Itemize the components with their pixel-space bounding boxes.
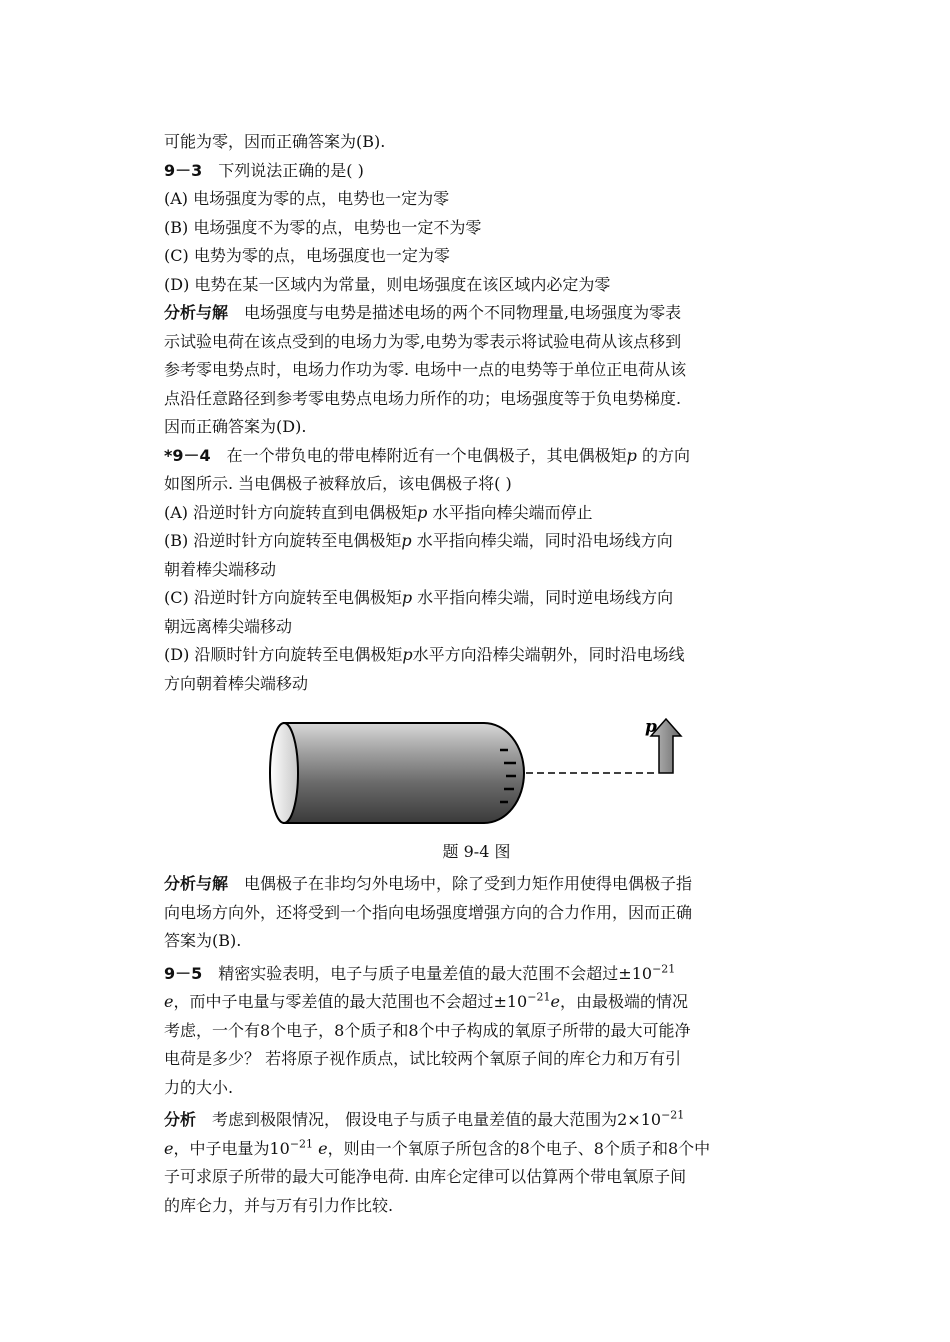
question-stem: 下列说法正确的是( ) (218, 160, 364, 180)
analysis-9-4 (164, 870, 789, 899)
question-number: *9－4 (164, 445, 211, 465)
exponent: −21 (289, 1137, 314, 1151)
dipole-symbol: p (401, 588, 413, 607)
dipole-symbol: p (626, 445, 637, 465)
exponent: −21 (661, 1108, 685, 1122)
charged-rod-dipole-diagram (164, 708, 789, 838)
dipole-label: p (645, 717, 657, 737)
option-text: (C) 沿逆时针方向旋转至电偶极矩 (164, 588, 402, 607)
document-page (164, 128, 789, 1220)
analysis-line: 点沿任意路径到参考零电势点电场力所作的功；电场强度等于负电势梯度. (164, 388, 682, 408)
dipole-symbol: p (402, 645, 413, 664)
analysis-text: ，则由一个氧原子所包含的8个电子、8个质子和8个中 (327, 1138, 711, 1158)
option-text: (D) 沿顺时针方向旋转至电偶极矩 (164, 645, 403, 664)
analysis-9-3 (164, 299, 789, 328)
question-line: 力的大小. (164, 1077, 234, 1097)
analysis-line: 参考零电势点时，电场力作功为零. 电场中一点的电势等于单位正电荷从该 (164, 360, 687, 379)
figure-9-4 (164, 708, 789, 838)
analysis-line: 子可求原子所带的最大可能净电荷. 由库仑定律可以估算两个带电氧原子间 (164, 1167, 687, 1186)
question-stem: 在一个带负电的带电棒附近有一个电偶极子，其电偶极矩 (226, 445, 627, 465)
option-d (164, 641, 789, 670)
analysis-line: 的库仑力，并与万有引力作比较. (164, 1195, 394, 1215)
question-number: 9－5 (164, 963, 203, 983)
charge-symbol: e (318, 1138, 328, 1158)
option-d-line2: 方向朝着棒尖端移动 (164, 673, 309, 693)
option-c-line2: 朝远离棒尖端移动 (164, 616, 293, 636)
option-text: (B) 沿逆时针方向旋转至电偶极矩 (164, 531, 402, 550)
question-number: 9－3 (164, 160, 203, 180)
exponent: −21 (527, 990, 551, 1004)
analysis-line: 向电场方向外，还将受到一个指向电场强度增强方向的合力作用，因而正确 (164, 902, 693, 922)
analysis-label: 分析与解 (164, 874, 229, 893)
question-stem-tail: 的方向 (642, 445, 691, 465)
analysis-line: 电场强度与电势是描述电场的两个不同物理量,电场强度为零表 (244, 303, 682, 322)
question-text: 精密实验表明，电子与质子电量差值的最大范围不会超过±10 (218, 963, 653, 983)
option-text: 水平指向棒尖端而停止 (432, 502, 593, 522)
question-text: ，而中子电量与零差值的最大范围也不会超过±10 (173, 992, 528, 1011)
option-text: 水平方向沿棒尖端朝外，同时沿电场线 (412, 645, 685, 664)
analysis-label: 分析与解 (164, 303, 229, 322)
question-text: ，由最极端的情况 (559, 992, 688, 1011)
option-d: (D) 电势在某一区域内为常量，则电场强度在该区域内必定为零 (164, 274, 611, 294)
question-line: 考虑，一个有8个电子，8个质子和8个中子构成的氧原子所带的最大可能净 (164, 1020, 691, 1040)
dipole-symbol: p (417, 502, 428, 522)
question-line (164, 988, 789, 1017)
question-9-4-stem (164, 442, 789, 471)
question-stem-line2: 如图所示. 当电偶极子被释放后，该电偶极子将( ) (164, 474, 512, 493)
intro-tail: 可能为零，因而正确答案为(B). (164, 132, 386, 151)
analysis-text: ，中子电量为10 (173, 1138, 290, 1158)
charge-symbol: e (550, 992, 560, 1011)
option-text: 水平指向棒尖端，同时逆电场线方向 (417, 588, 674, 607)
option-b: (B) 电场强度不为零的点，电势也一定不为零 (164, 217, 482, 237)
analysis-label: 分析 (164, 1110, 197, 1129)
question-line: 电荷是多少？ 若将原子视作质点，试比较两个氧原子间的库仑力和万有引 (164, 1049, 682, 1068)
analysis-line (164, 1135, 789, 1164)
analysis-line: 电偶极子在非均匀外电场中，除了受到力矩作用使得电偶极子指 (244, 874, 693, 893)
option-a (164, 499, 789, 528)
option-c: (C) 电势为零的点，电场强度也一定为零 (164, 246, 450, 265)
figure-caption: 题 9-4 图 (442, 842, 511, 861)
option-a: (A) 电场强度为零的点，电势也一定为零 (164, 189, 450, 208)
analysis-line: 答案为(B). (164, 931, 242, 950)
dipole-symbol: p (401, 531, 412, 550)
question-9-3-stem (164, 157, 789, 186)
analysis-text: 考虑到极限情况， 假设电子与质子电量差值的最大范围为2×10 (212, 1110, 662, 1129)
question-9-5-stem (164, 960, 789, 989)
charge-symbol: e (164, 1138, 174, 1158)
option-text: (A) 沿逆时针方向旋转直到电偶极矩 (164, 502, 418, 522)
option-c (164, 584, 789, 613)
exponent: −21 (652, 962, 676, 976)
option-text: 水平指向棒尖端，同时沿电场线方向 (416, 531, 673, 550)
option-b (164, 527, 789, 556)
option-b-line2: 朝着棒尖端移动 (164, 559, 277, 579)
analysis-line: 因而正确答案为(D). (164, 417, 307, 436)
analysis-9-5 (164, 1106, 789, 1135)
charged-rod (270, 723, 524, 823)
analysis-line: 示试验电荷在该点受到的电场力为零,电势为零表示将试验电荷从该点移到 (164, 331, 682, 351)
charge-symbol: e (164, 992, 174, 1011)
